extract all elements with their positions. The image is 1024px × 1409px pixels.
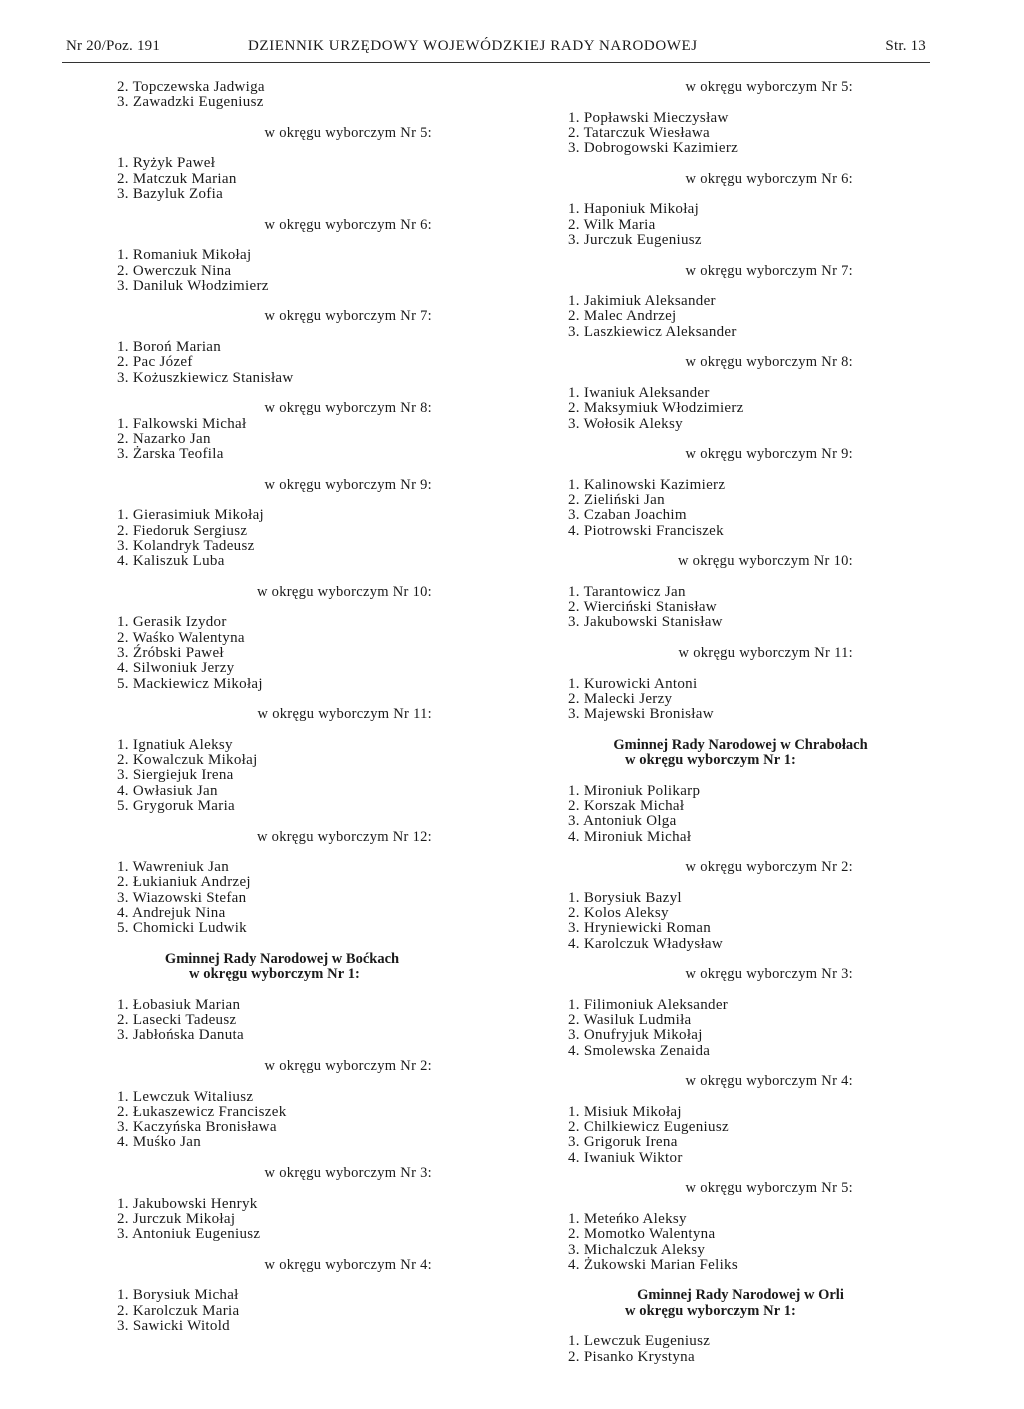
candidate-name: 3. Kożuszkiewicz Stanisław (117, 369, 294, 386)
spacer (568, 768, 913, 783)
candidate-name: 2. Lasecki Tadeusz (117, 1012, 237, 1029)
district-heading: w okręgu wyborczym Nr 1: (624, 1302, 796, 1319)
candidate-name: 3. Antoniuk Eugeniusz (117, 1226, 261, 1243)
candidate-name: 4. Smolewska Zenaida (568, 1042, 711, 1059)
candidate-name: 3. Wiazowski Stefan (117, 889, 247, 906)
council-heading: Gminnej Rady Narodowej w Orli (637, 1287, 844, 1304)
candidate-name: 4. Mironiuk Michał (568, 828, 692, 845)
candidate-name: 3. Kolandryk Tadeusz (117, 537, 255, 554)
spacer (117, 814, 447, 829)
council-heading: Gminnej Rady Narodowej w Boćkach (164, 950, 400, 967)
candidate-name: 1. Lewczuk Eugeniusz (568, 1333, 711, 1350)
spacer (568, 371, 913, 386)
candidate-name: 4. Piotrowski Franciszek (568, 522, 724, 539)
candidate-name: 3. Żarska Teofila (117, 446, 224, 463)
candidate-name: 4. Muśko Jan (117, 1134, 202, 1151)
candidate-name: 2. Fiedoruk Sergiusz (117, 522, 248, 539)
spacer (117, 111, 447, 126)
spacer (117, 692, 447, 707)
candidate-name: 2. Owerczuk Nina (117, 262, 232, 279)
spacer (568, 1059, 913, 1074)
candidate-name: 1. Gerasik Izydor (117, 614, 227, 631)
candidate-name: 1. Wawreniuk Jan (117, 859, 230, 876)
district-heading: w okręgu wyborczym Nr 7: (264, 308, 432, 325)
candidate-name: 3. Majewski Bronisław (568, 706, 714, 723)
candidate-name: 2. Waśko Walentyna (117, 629, 245, 646)
spacer (568, 248, 913, 263)
district-heading: w okręgu wyborczym Nr 11: (678, 644, 853, 661)
district-heading: w okręgu wyborczym Nr 9: (685, 446, 853, 463)
candidate-name: 1. Łobasiuk Marian (117, 996, 241, 1013)
district-heading: w okręgu wyborczym Nr 1: (624, 752, 796, 769)
candidate-name: 3. Onufryjuk Mikołaj (568, 1027, 703, 1044)
candidate-name: 2. Tatarczuk Wiesława (568, 124, 710, 141)
spacer (117, 1273, 447, 1288)
candidate-name: 1. Tarantowicz Jan (568, 583, 686, 600)
district-heading: w okręgu wyborczym Nr 3: (685, 966, 853, 983)
spacer (117, 1074, 447, 1089)
candidate-name: 2. Kowalczuk Mikołaj (117, 752, 258, 769)
candidate-name: 2. Wasiluk Ludmiła (568, 1012, 692, 1029)
district-heading: w okręgu wyborczym Nr 11: (257, 706, 432, 723)
district-heading: w okręgu wyborczym Nr 4: (685, 1073, 853, 1090)
candidate-name: 2. Korszak Michał (568, 797, 685, 814)
candidate-name: 3. Daniluk Włodzimierz (117, 277, 269, 294)
spacer (568, 279, 913, 294)
spacer (568, 1166, 913, 1181)
spacer (568, 462, 913, 477)
candidate-name: 3. Sawicki Witold (117, 1318, 230, 1335)
candidate-name: 1. Kurowicki Antoni (568, 675, 698, 692)
candidate-name: 2. Kolos Aleksy (568, 905, 669, 922)
candidate-name: 3. Dobrogowski Kazimierz (568, 140, 739, 157)
candidate-name: 2. Malecki Jerzy (568, 690, 673, 707)
candidate-name: 1. Ignatiuk Aleksy (117, 736, 233, 753)
candidate-name: 1. Jakubowski Henryk (117, 1195, 258, 1212)
candidate-name: 3. Siergiejuk Irena (117, 767, 234, 784)
candidate-name: 2. Malec Andrzej (568, 308, 677, 325)
district-heading: w okręgu wyborczym Nr 8: (685, 354, 853, 371)
spacer (117, 983, 447, 998)
council-heading: Gminnej Rady Narodowej w Chrabołach (613, 736, 868, 753)
candidate-name: 2. Pac Józef (117, 354, 193, 371)
candidate-name: 1. Borysiuk Michał (117, 1287, 239, 1304)
candidate-name: 3. Bazyluk Zofia (117, 186, 224, 203)
spacer (117, 294, 447, 309)
candidate-name: 2. Momotko Walentyna (568, 1226, 716, 1243)
district-heading: w okręgu wyborczym Nr 1: (188, 966, 360, 983)
district-heading: w okręgu wyborczym Nr 4: (264, 1256, 432, 1273)
spacer (568, 631, 913, 646)
candidate-name: 2. Nazarko Jan (117, 430, 211, 447)
district-heading: w okręgu wyborczym Nr 2: (685, 859, 853, 876)
candidate-name: 4. Iwaniuk Wiktor (568, 1149, 683, 1166)
candidate-name: 1. Mironiuk Polikarp (568, 782, 701, 799)
candidate-name: 1. Misiuk Mikołaj (568, 1103, 682, 1120)
header-rule (62, 62, 930, 63)
candidate-name: 2. Łukianiuk Andrzej (117, 874, 251, 891)
spacer (117, 1243, 447, 1258)
candidate-name: 2. Karolczuk Maria (117, 1302, 240, 1319)
spacer (117, 570, 447, 585)
candidate-name: 5. Chomicki Ludwik (117, 920, 247, 937)
candidate-name: 2. Chilkiewicz Eugeniusz (568, 1119, 729, 1136)
candidate-name: 3. Michalczuk Aleksy (568, 1241, 706, 1258)
candidate-name: 2. Łukaszewicz Franciszek (117, 1103, 287, 1120)
spacer (117, 493, 447, 508)
spacer (568, 1319, 913, 1334)
district-heading: w okręgu wyborczym Nr 5: (685, 1180, 853, 1197)
candidate-name: 5. Grygoruk Maria (117, 797, 235, 814)
candidate-name: 2. Wierciński Stanisław (568, 599, 717, 616)
spacer (568, 432, 913, 447)
spacer (568, 952, 913, 967)
spacer (117, 1044, 447, 1059)
candidate-name: 4. Kaliszuk Luba (117, 553, 225, 570)
candidate-name: 1. Lewczuk Witaliusz (117, 1088, 254, 1105)
spacer (568, 1090, 913, 1105)
spacer (568, 340, 913, 355)
district-heading: w okręgu wyborczym Nr 6: (264, 216, 432, 233)
candidate-name: 4. Karolczuk Władysław (568, 935, 724, 952)
district-heading: w okręgu wyborczym Nr 8: (264, 400, 432, 417)
district-heading: w okręgu wyborczym Nr 5: (264, 124, 432, 141)
district-heading: w okręgu wyborczym Nr 7: (685, 262, 853, 279)
spacer (568, 845, 913, 860)
district-heading: w okręgu wyborczym Nr 6: (685, 170, 853, 187)
page-header (66, 38, 926, 60)
candidate-name: 3. Grigoruk Irena (568, 1134, 678, 1151)
spacer (568, 187, 913, 202)
district-heading: w okręgu wyborczym Nr 12: (256, 828, 432, 845)
candidate-name: 3. Hryniewicki Roman (568, 920, 712, 937)
right-column (568, 80, 913, 1365)
spacer (117, 722, 447, 737)
candidate-name: 2. Topczewska Jadwiga (117, 79, 265, 95)
candidate-name: 1. Boroń Marian (117, 339, 222, 356)
candidate-name: 1. Popławski Mieczysław (568, 109, 729, 126)
spacer (568, 875, 913, 890)
candidate-name: 3. Laszkiewicz Aleksander (568, 323, 737, 340)
spacer (117, 462, 447, 477)
candidate-name: 3. Jakubowski Stanisław (568, 614, 723, 631)
candidate-name: 2. Jurczuk Mikołaj (117, 1210, 236, 1227)
spacer (117, 325, 447, 340)
left-column (117, 80, 447, 1334)
spacer (568, 570, 913, 585)
candidate-name: 1. Filimoniuk Aleksander (568, 996, 729, 1013)
district-heading: w okręgu wyborczym Nr 9: (264, 476, 432, 493)
spacer (568, 539, 913, 554)
candidate-name: 3. Zawadzki Eugeniusz (117, 94, 264, 111)
candidate-name: 1. Jakimiuk Aleksander (568, 293, 716, 310)
candidate-name: 3. Źróbski Paweł (117, 644, 224, 661)
candidate-name: 1. Iwaniuk Aleksander (568, 384, 710, 401)
district-heading: w okręgu wyborczym Nr 3: (264, 1165, 432, 1182)
spacer (117, 386, 447, 401)
candidate-name: 3. Jabłońska Danuta (117, 1027, 244, 1044)
candidate-name: 3. Wołosik Aleksy (568, 415, 683, 432)
candidate-name: 4. Silwoniuk Jerzy (117, 660, 235, 677)
spacer (568, 1273, 913, 1288)
journal-title: DZIENNIK URZĘDOWY WOJEWÓDZKIEJ RADY NARODOWEJ (248, 38, 698, 54)
candidate-name: 3. Kaczyńska Bronisława (117, 1119, 277, 1136)
candidate-name: 2. Maksymiuk Włodzimierz (568, 400, 744, 417)
spacer (568, 983, 913, 998)
district-heading: w okręgu wyborczym Nr 2: (264, 1058, 432, 1074)
spacer (568, 722, 913, 737)
candidate-name: 1. Borysiuk Bazyl (568, 889, 682, 906)
issue-number: Nr 20/Poz. 191 (66, 38, 161, 54)
candidate-name: 4. Owłasiuk Jan (117, 782, 218, 799)
spacer (117, 1151, 447, 1166)
spacer (117, 845, 447, 860)
candidate-name: 2. Matczuk Marian (117, 170, 237, 187)
candidate-name: 1. Kalinowski Kazimierz (568, 476, 726, 493)
spacer (117, 1181, 447, 1196)
candidate-name: 1. Haponiuk Mikołaj (568, 201, 700, 218)
spacer (568, 156, 913, 171)
spacer (117, 202, 447, 217)
district-heading: w okręgu wyborczym Nr 5: (685, 79, 853, 95)
candidate-name: 4. Andrejuk Nina (117, 905, 226, 922)
candidate-name: 3. Jurczuk Eugeniusz (568, 231, 702, 248)
candidate-name: 1. Ryżyk Paweł (117, 155, 216, 172)
candidate-name: 1. Falkowski Michał (117, 415, 247, 432)
spacer (117, 141, 447, 156)
spacer (117, 937, 447, 952)
candidate-name: 3. Antoniuk Olga (568, 813, 677, 830)
spacer (117, 600, 447, 615)
candidate-name: 2. Pisanko Krystyna (568, 1348, 695, 1365)
district-heading: w okręgu wyborczym Nr 10: (677, 553, 853, 570)
candidate-name: 1. Gierasimiuk Mikołaj (117, 507, 264, 524)
spacer (568, 1197, 913, 1212)
page-number: Str. 13 (885, 38, 926, 54)
spacer (568, 95, 913, 110)
candidate-name: 3. Czaban Joachim (568, 507, 687, 524)
district-heading: w okręgu wyborczym Nr 10: (256, 583, 432, 600)
spacer (117, 233, 447, 248)
candidate-name: 5. Mackiewicz Mikołaj (117, 675, 263, 692)
candidate-name: 1. Romaniuk Mikołaj (117, 247, 252, 264)
candidate-name: 2. Zieliński Jan (568, 492, 665, 509)
candidate-name: 4. Żukowski Marian Feliks (568, 1256, 738, 1273)
spacer (568, 661, 913, 676)
candidate-name: 2. Wilk Maria (568, 216, 656, 233)
candidate-name: 1. Meteńko Aleksy (568, 1210, 687, 1227)
